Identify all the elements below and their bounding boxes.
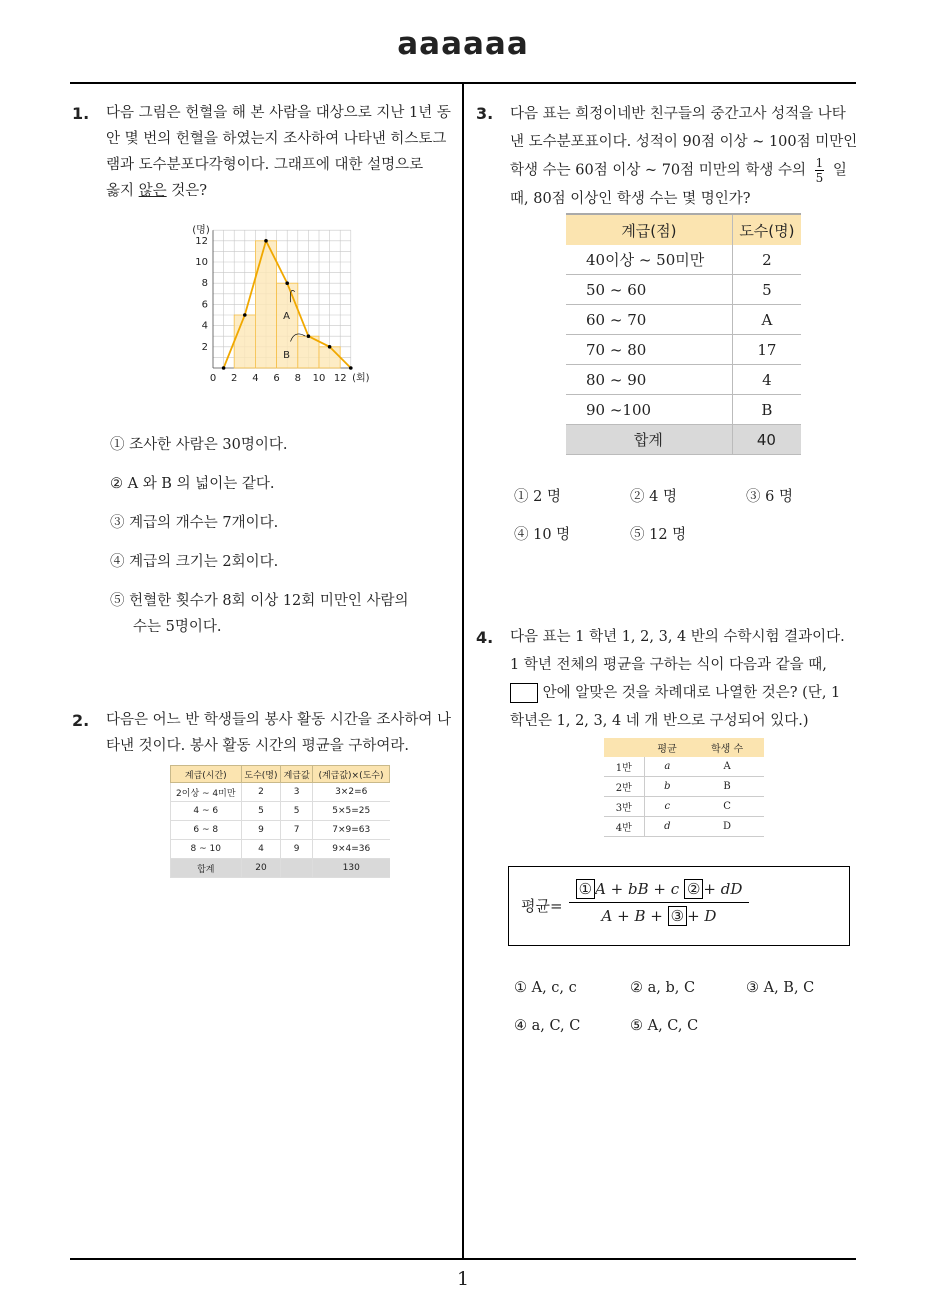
q3-option-1[interactable]: ① 2 명	[514, 489, 561, 505]
q4-line: 학년은 1, 2, 3, 4 네 개 반으로 구성되어 있다.)	[510, 713, 809, 729]
y-tick-label: 2	[201, 341, 208, 353]
table-cell: 9×4=36	[312, 840, 389, 859]
table-row	[566, 395, 801, 425]
table-cell: B	[732, 395, 801, 425]
table-cell: C	[690, 797, 764, 817]
table-cell: 3×2=6	[312, 783, 389, 802]
q1-option-4[interactable]: ④ 계급의 크기는 2회이다.	[110, 554, 279, 570]
table-cell: 3반	[604, 797, 644, 817]
polygon-point	[328, 345, 332, 349]
table-cell: 6 ~ 8	[171, 821, 242, 840]
annotation-label: B	[283, 350, 290, 362]
table-row	[171, 802, 390, 821]
formula-numerator	[569, 879, 749, 903]
x-tick-label: 0	[209, 373, 217, 384]
histogram-chart	[180, 212, 380, 392]
table-cell: 2반	[604, 777, 644, 797]
q1-text	[106, 100, 458, 204]
q4-option-2[interactable]: ② a, b, C	[630, 980, 696, 996]
table-cell: 1반	[604, 757, 644, 777]
q1-stem-tail: 것은?	[166, 183, 208, 199]
formula-box	[508, 866, 850, 946]
bottom-rule	[70, 1258, 856, 1260]
q1-option-3[interactable]: ③ 계급의 개수는 7개이다.	[110, 515, 279, 531]
q3-line: 낸 도수분포표이다. 성적이 90점 이상 ~ 100점 미만인	[510, 134, 858, 150]
table-cell: 90 ~100	[566, 395, 732, 425]
q4-text	[510, 623, 862, 735]
q4-option-5[interactable]: ⑤ A, C, C	[630, 1018, 699, 1034]
q3-line: 일	[832, 162, 847, 179]
table-cell: 20	[241, 859, 281, 878]
y-tick-label: 6	[201, 299, 208, 311]
table-row	[566, 245, 801, 275]
table-cell: 4 ~ 6	[171, 802, 242, 821]
q2-table	[170, 765, 390, 878]
q1-option-1[interactable]: ① 조사한 사람은 30명이다.	[110, 437, 288, 453]
table-cell: b	[644, 777, 690, 797]
x-tick-label: 10	[312, 373, 326, 384]
table-sum-row	[566, 425, 801, 455]
q3-number: 3.	[476, 104, 494, 123]
table-row	[171, 840, 390, 859]
annotation-label: A	[283, 311, 290, 322]
table-header: 계급(시간)	[171, 766, 242, 783]
table-cell: 9	[241, 821, 281, 840]
x-tick-label: 8	[294, 373, 301, 384]
table-cell: D	[690, 817, 764, 837]
table-row	[604, 757, 764, 777]
table-header: 계급값	[281, 766, 313, 783]
table-row	[171, 821, 390, 840]
table-header-row	[566, 214, 801, 245]
table-cell: 합계	[171, 859, 242, 878]
table-cell: A	[732, 305, 801, 335]
table-cell: 80 ~ 90	[566, 365, 732, 395]
table-cell: 2	[732, 245, 801, 275]
histogram-bar	[255, 241, 276, 368]
q4-option-3[interactable]: ③ A, B, C	[746, 980, 815, 996]
q1-option-5-cont: 수는 5명이다.	[133, 619, 222, 635]
fraction	[815, 156, 825, 185]
table-cell: d	[644, 817, 690, 837]
table-sum-row	[171, 859, 390, 878]
q3-line-frac	[510, 156, 860, 185]
table-cell: 40이상 ~ 50미만	[566, 245, 732, 275]
formula-term: A + B +	[601, 907, 663, 925]
histogram-bar	[234, 315, 255, 368]
x-axis-label: (회)	[352, 373, 370, 384]
formula-term: A + bB + c	[595, 880, 680, 898]
table-cell: 4	[732, 365, 801, 395]
q3-option-4[interactable]: ④ 10 명	[514, 527, 571, 543]
x-tick-label: 12	[333, 373, 347, 384]
q1-option-2[interactable]: ② A 와 B 의 넓이는 같다.	[110, 476, 275, 492]
table-cell: 5	[241, 802, 281, 821]
q4-line: 1 학년 전체의 평균을 구하는 식이 다음과 같을 때,	[510, 657, 827, 673]
q3-option-3[interactable]: ③ 6 명	[746, 489, 793, 505]
table-cell: A	[690, 757, 764, 777]
table-cell: 4	[241, 840, 281, 859]
table-row	[604, 777, 764, 797]
table-cell: 50 ~ 60	[566, 275, 732, 305]
q1-stem: 다음 그림은 헌혈을 해 본 사람을 대상으로 지난 1년 동안 몇 번의 헌혈을 하였는지 조사하여 나타낸 히스토그램과 도수분포다각형이다. 그래프에 대한 설명으로	[106, 105, 451, 173]
q4-table	[604, 738, 764, 837]
y-tick-label: 4	[201, 320, 208, 332]
table-row	[566, 335, 801, 365]
table-cell: 2이상 ~ 4미만	[171, 783, 242, 802]
formula-term: + dD	[703, 880, 743, 898]
q3-option-2[interactable]: ② 4 명	[630, 489, 677, 505]
x-tick-label: 4	[252, 373, 259, 384]
polygon-point	[285, 281, 289, 285]
table-header: 평균	[644, 738, 690, 757]
formula-label: 평균=	[521, 897, 563, 915]
table-header-row	[604, 738, 764, 757]
q3-line: 때, 80점 이상인 학생 수는 몇 명인가?	[510, 191, 751, 207]
polygon-point	[222, 366, 226, 370]
q4-line-box	[510, 679, 862, 707]
table-row	[566, 275, 801, 305]
histogram-bar	[319, 347, 340, 368]
q4-option-4[interactable]: ④ a, C, C	[514, 1018, 581, 1034]
blank-3: ③	[668, 906, 687, 926]
table-cell: 8 ~ 10	[171, 840, 242, 859]
blank-box	[510, 683, 538, 703]
table-row	[566, 305, 801, 335]
x-tick-label: 2	[231, 373, 238, 384]
table-cell: 5	[281, 802, 313, 821]
table-header: 계급(점)	[566, 214, 732, 245]
table-cell: 60 ~ 70	[566, 305, 732, 335]
q1-underlined: 않은	[138, 183, 167, 199]
table-cell: 70 ~ 80	[566, 335, 732, 365]
q3-option-5[interactable]: ⑤ 12 명	[630, 527, 687, 543]
page-number: 1	[456, 1268, 470, 1290]
q4-number: 4.	[476, 628, 494, 647]
table-cell: 5	[732, 275, 801, 305]
y-tick-label: 12	[195, 235, 208, 247]
table-header: 학생 수	[690, 738, 764, 757]
q3-table	[566, 213, 801, 455]
table-row	[566, 365, 801, 395]
polygon-point	[349, 366, 353, 370]
page-title: aaaaaa	[397, 26, 529, 62]
q3-line: 학생 수는 60점 이상 ~ 70점 미만의 학생 수의	[510, 162, 807, 179]
histogram-bar	[298, 336, 319, 368]
y-tick-label: 8	[201, 278, 208, 290]
formula-term: + D	[687, 907, 717, 925]
table-cell: 2	[241, 783, 281, 802]
column-divider	[462, 84, 464, 1258]
table-cell: B	[690, 777, 764, 797]
polygon-point	[243, 313, 247, 317]
table-cell: 3	[281, 783, 313, 802]
fraction-numerator: 1	[815, 156, 824, 170]
y-tick-label: 10	[195, 257, 208, 268]
table-header	[604, 738, 644, 757]
table-row	[604, 797, 764, 817]
q4-option-1[interactable]: ① A, c, c	[514, 980, 577, 996]
x-tick-label: 6	[273, 373, 280, 384]
polygon-point	[264, 239, 268, 243]
q3-line: 다음 표는 희정이네반 친구들의 중간고사 성적을 나타	[510, 106, 846, 122]
table-cell: 9	[281, 840, 313, 859]
table-row	[171, 783, 390, 802]
q2-text: 다음은 어느 반 학생들의 봉사 활동 시간을 조사하여 나타낸 것이다. 봉사 활동 시간의 평균을 구하여라.	[106, 712, 452, 754]
table-cell: 7	[281, 821, 313, 840]
table-header: 도수(명)	[732, 214, 801, 245]
q1-option-5[interactable]: ⑤ 헌혈한 횟수가 8회 이상 12회 미만인 사람의	[110, 593, 409, 609]
q3-text	[510, 100, 860, 213]
y-axis-label: (명)	[192, 225, 210, 237]
table-cell: 4반	[604, 817, 644, 837]
blank-1: ①	[576, 879, 595, 899]
q4-line: 안에 알맞은 것을 차례대로 나열한 것은? (단, 1	[542, 685, 841, 701]
table-cell	[281, 859, 313, 878]
q2-number: 2.	[72, 711, 90, 730]
table-cell: a	[644, 757, 690, 777]
table-cell: 130	[312, 859, 389, 878]
table-cell: 합계	[566, 425, 732, 455]
blank-2: ②	[684, 879, 703, 899]
table-header: 도수(명)	[241, 766, 281, 783]
table-cell: 40	[732, 425, 801, 455]
polygon-point	[307, 334, 311, 338]
q1-stem-end: 옳지	[106, 183, 139, 199]
table-cell: c	[644, 797, 690, 817]
fraction-denominator: 5	[815, 171, 824, 185]
formula-denominator	[569, 903, 749, 926]
table-cell: 5×5=25	[312, 802, 389, 821]
formula-fraction	[569, 879, 749, 926]
table-header: (계급값)×(도수)	[312, 766, 389, 783]
table-row	[604, 817, 764, 837]
q4-line: 다음 표는 1 학년 1, 2, 3, 4 반의 수학시험 결과이다.	[510, 629, 845, 645]
table-cell: 17	[732, 335, 801, 365]
table-cell: 7×9=63	[312, 821, 389, 840]
q1-number: 1.	[72, 104, 90, 123]
table-header-row	[171, 766, 390, 783]
